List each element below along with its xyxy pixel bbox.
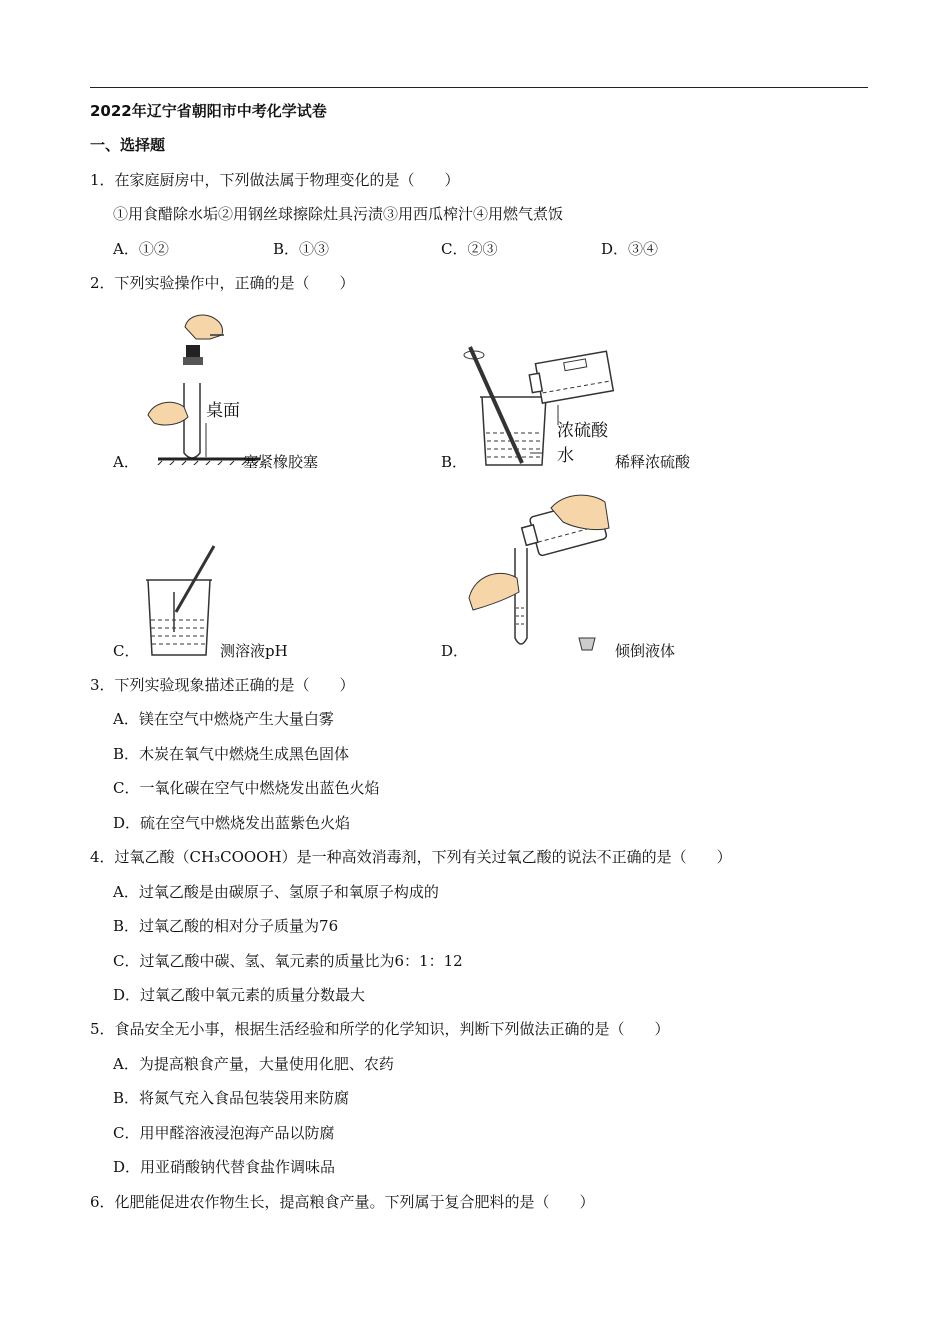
question-4-option-c: C．过氧乙酸中碳、氢、氧元素的质量比为6：1：12 <box>113 952 463 970</box>
question-1-statements: ①用食醋除水垢②用钢丝球擦除灶具污渍③用西瓜榨汁④用燃气煮饭 <box>113 205 564 223</box>
figure-b-label-acid: 浓硫酸 <box>557 421 608 441</box>
question-3-option-b: B．木炭在氧气中燃烧生成黑色固体 <box>113 745 350 763</box>
question-5-option-b: B．将氮气充入食品包装袋用来防腐 <box>113 1089 350 1107</box>
figure-a-label: 桌面 <box>206 401 240 421</box>
page-title: 2022年辽宁省朝阳市中考化学试卷 <box>90 102 327 120</box>
question-1-option-d: D．③④ <box>601 240 659 258</box>
question-2-stem: 2．下列实验操作中，正确的是（ ） <box>90 274 355 292</box>
question-5-option-d: D．用亚硝酸钠代替食盐作调味品 <box>113 1158 336 1176</box>
figure-d-pouring <box>465 488 615 658</box>
question-3-option-c: C．一氧化碳在空气中燃烧发出蓝色火焰 <box>113 779 380 797</box>
question-2-option-d-caption: 倾倒液体 <box>615 642 676 660</box>
figure-b-dilution <box>460 335 620 470</box>
question-5-stem: 5．食品安全无小事，根据生活经验和所学的化学知识，判断下列做法正确的是（ ） <box>90 1020 670 1038</box>
question-1-stem: 1．在家庭厨房中，下列做法属于物理变化的是（ ） <box>90 171 460 189</box>
question-5-option-c: C．用甲醛溶液浸泡海产品以防腐 <box>113 1124 335 1142</box>
question-4-option-d: D．过氧乙酸中氧元素的质量分数最大 <box>113 986 366 1004</box>
question-2-option-b-letter: B． <box>441 453 468 471</box>
question-2-option-d-letter: D． <box>441 642 469 660</box>
question-3-option-d: D．硫在空气中燃烧发出蓝紫色火焰 <box>113 814 351 832</box>
figure-c-ph-test <box>140 540 220 660</box>
question-2-option-c-letter: C． <box>113 642 140 660</box>
figure-a-stopper <box>140 305 270 465</box>
question-1-option-a: A．①② <box>113 240 169 258</box>
question-3-stem: 3．下列实验现象描述正确的是（ ） <box>90 676 355 694</box>
question-4-option-a: A．过氧乙酸是由碳原子、氢原子和氧原子构成的 <box>113 883 439 901</box>
question-2-option-a-caption: 塞紧橡胶塞 <box>243 453 319 471</box>
question-2-option-c-caption: 测溶液pH <box>220 642 288 660</box>
header-rule <box>90 87 868 88</box>
question-2-option-b-caption: 稀释浓硫酸 <box>615 453 691 471</box>
question-5-option-a: A．为提高粮食产量，大量使用化肥、农药 <box>113 1055 394 1073</box>
section-heading: 一、选择题 <box>90 136 166 154</box>
question-6-stem: 6．化肥能促进农作物生长，提高粮食产量。下列属于复合肥料的是（ ） <box>90 1193 595 1211</box>
question-1-option-b: B．①③ <box>273 240 330 258</box>
question-3-option-a: A．镁在空气中燃烧产生大量白雾 <box>113 710 334 728</box>
question-4-option-b: B．过氧乙酸的相对分子质量为76 <box>113 917 339 935</box>
figure-b-label-water: 水 <box>557 446 574 466</box>
question-1-option-c: C．②③ <box>441 240 498 258</box>
question-4-stem: 4．过氧乙酸（CH₃COOOH）是一种高效消毒剂，下列有关过氧乙酸的说法不正确的是（ ） <box>90 848 732 866</box>
question-2-option-a-letter: A． <box>113 453 139 471</box>
